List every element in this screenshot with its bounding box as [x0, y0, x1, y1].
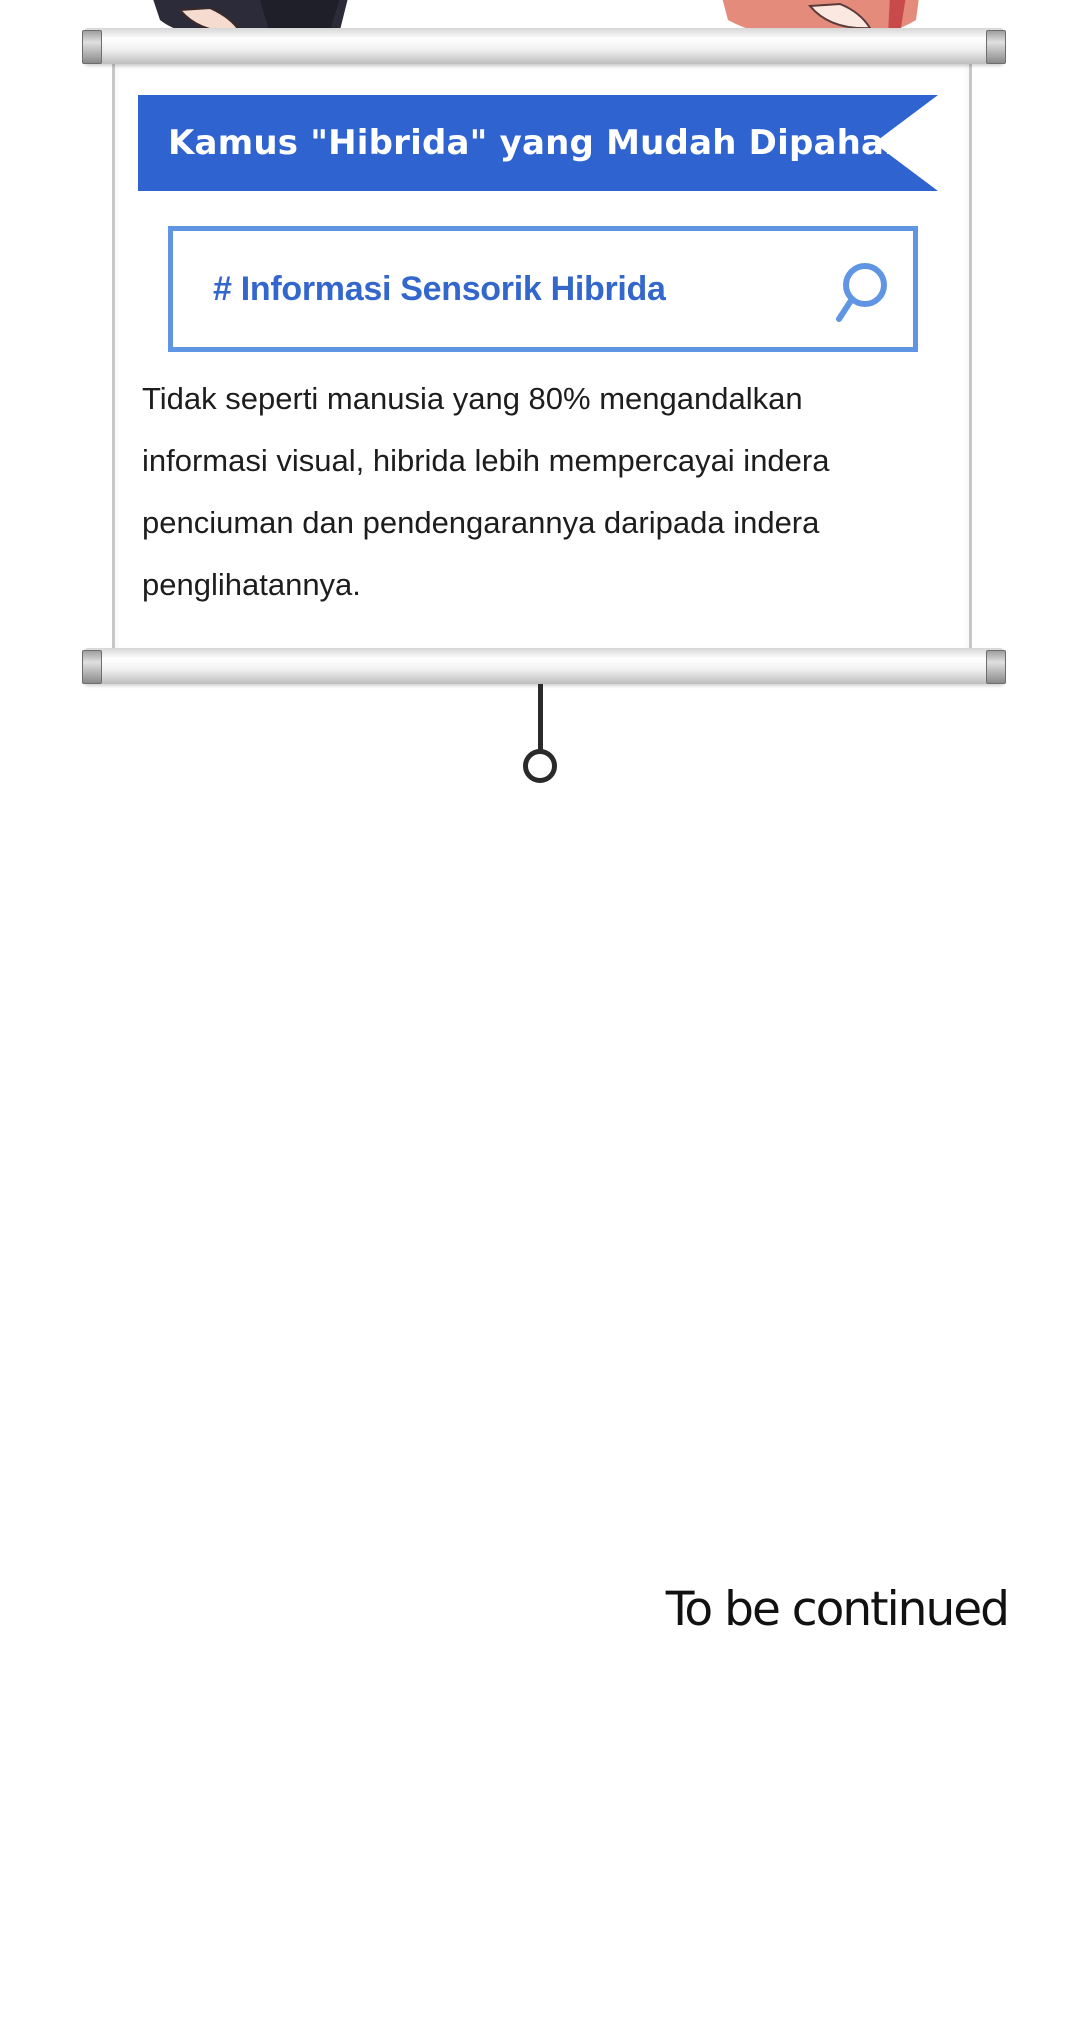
rod-cap [986, 30, 1006, 64]
to-be-continued-text: To be continued [665, 1582, 1008, 1637]
search-box [168, 226, 918, 352]
banner-title: Kamus "Hibrida" yang Mudah Dipahami [168, 123, 932, 163]
pull-cord [538, 684, 543, 752]
bottom-rod [84, 648, 1004, 684]
rod-cap [82, 30, 102, 64]
body-text: Tidak seperti manusia yang 80% mengandalkan informasi visual, hibrida lebih mempercayai indera penciuman dan pendengarannya daripada indera penglihatannya. [142, 381, 830, 602]
search-icon [833, 261, 891, 325]
pull-ring [523, 749, 557, 783]
top-rod [84, 28, 1004, 64]
rod-cap [986, 650, 1006, 684]
rod-cap [82, 650, 102, 684]
search-query: # Informasi Sensorik Hibrida [213, 270, 666, 308]
